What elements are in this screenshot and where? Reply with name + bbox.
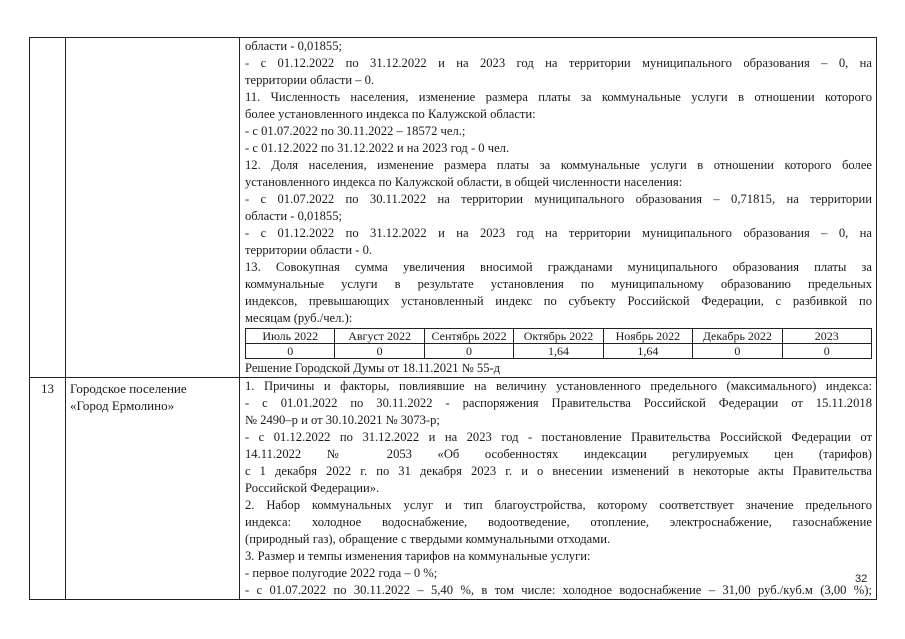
monthly-value-row xyxy=(246,344,872,359)
text-line: более установленного индекса по Калужской области: xyxy=(245,107,536,121)
text-line: - с 01.07.2022 по 30.11.2022 на территории муниципального образования – 0,71815, на территории xyxy=(245,192,872,206)
text-line: территории области – 0. xyxy=(245,73,375,87)
page-number: 32 xyxy=(855,573,868,585)
month-header: Июль 2022 xyxy=(246,329,335,344)
table-row xyxy=(30,378,877,600)
text-line: - первое полугодие 2022 года – 0 %; xyxy=(245,566,438,580)
month-header: Август 2022 xyxy=(335,329,424,344)
municipality-name-cell xyxy=(66,38,240,378)
text-line: № 2490–р и от 30.10.2021 № 3073-р; xyxy=(245,413,440,427)
month-header: Октябрь 2022 xyxy=(514,329,603,344)
row-content-cell xyxy=(240,38,877,378)
text-line: - с 01.07.2022 по 30.11.2022 – 5,40 %, в том числе: холодное водоснабжение – 31,00 руб./куб.м (3,00 %); xyxy=(245,583,872,597)
text-line: индексов, превышающих установленный индекс по субъекту Российской Федерации, с разбивкой по xyxy=(245,294,872,308)
month-value: 0 xyxy=(335,344,424,359)
text-line: 14.11.2022 № 2053 «Об особенностях индексации регулируемых цен (тарифов) xyxy=(245,447,872,461)
municipality-name-line: Городское поселение xyxy=(70,381,187,396)
text-line: с 1 декабря 2022 г. по 31 декабря 2023 г. и о внесении изменений в некоторые акты Правительства xyxy=(245,464,872,478)
text-line: коммунальные услуги в результате установления по муниципальному образованию предельных xyxy=(245,277,872,291)
text-line: области - 0,01855; xyxy=(245,209,343,223)
municipal-index-table xyxy=(29,37,877,600)
municipality-name-line: «Город Ермолино» xyxy=(70,398,175,413)
table-row xyxy=(30,38,877,378)
month-value: 1,64 xyxy=(603,344,692,359)
text-line: 12. Доля населения, изменение размера платы за коммунальные услуги в отношении которого более xyxy=(245,158,872,172)
text-line: 2. Набор коммунальных услуг и тип благоустройства, которому соответствует значение предельного xyxy=(245,498,872,512)
text-line: установленного индекса по Калужской области, в общей численности населения: xyxy=(245,175,683,189)
text-line: (природный газ), обращение с твердыми коммунальными отходами. xyxy=(245,532,611,546)
month-header: Декабрь 2022 xyxy=(693,329,782,344)
text-line: Российской Федерации». xyxy=(245,481,380,495)
month-header: 2023 xyxy=(782,329,871,344)
month-value: 0 xyxy=(693,344,782,359)
text-line: 13. Совокупная сумма увеличения вносимой гражданами муниципального образования платы за xyxy=(245,260,872,274)
text-line: территории области - 0. xyxy=(245,243,373,257)
text-line: 11. Численность населения, изменение размера платы за коммунальные услуги в отношении которого xyxy=(245,90,872,104)
text-line: - с 01.12.2022 по 31.12.2022 и на 2023 год - 0 чел. xyxy=(245,141,510,155)
monthly-sum-table xyxy=(245,328,872,359)
decision-reference: Решение Городской Думы от 18.11.2021 № 55-д xyxy=(245,361,501,375)
text-line: 3. Размер и темпы изменения тарифов на коммунальные услуги: xyxy=(245,549,591,563)
text-line: - с 01.07.2022 по 30.11.2022 – 18572 чел.; xyxy=(245,124,466,138)
text-line: 1. Причины и факторы, повлиявшие на величину установленного предельного (максимального) индекса: xyxy=(245,379,872,393)
text-line: области - 0,01855; xyxy=(245,39,343,53)
text-line: - с 01.12.2022 по 31.12.2022 и на 2023 год на территории муниципального образования – 0, на xyxy=(245,56,872,70)
month-value: 0 xyxy=(246,344,335,359)
month-value: 0 xyxy=(782,344,871,359)
text-line: - с 01.01.2022 по 30.11.2022 - распоряжения Правительства Российской Федерации от 15.11.2018 xyxy=(245,396,872,410)
row-number-cell: 13 xyxy=(30,378,66,600)
text-line: - с 01.12.2022 по 31.12.2022 и на 2023 год - постановление Правительства Российской Федерации от xyxy=(245,430,872,444)
text-line: - с 01.12.2022 по 31.12.2022 и на 2023 год на территории муниципального образования – 0, на xyxy=(245,226,872,240)
text-line: индекса: холодное водоснабжение, водоотведение, отопление, электроснабжение, газоснабжение xyxy=(245,515,872,529)
row-number-cell xyxy=(30,38,66,378)
month-value: 0 xyxy=(424,344,513,359)
text-line: месяцам (руб./чел.): xyxy=(245,311,353,325)
municipality-name-cell xyxy=(66,378,240,600)
row-content-cell xyxy=(240,378,877,600)
month-value: 1,64 xyxy=(514,344,603,359)
month-header: Ноябрь 2022 xyxy=(603,329,692,344)
monthly-header-row xyxy=(246,329,872,344)
month-header: Сентябрь 2022 xyxy=(424,329,513,344)
